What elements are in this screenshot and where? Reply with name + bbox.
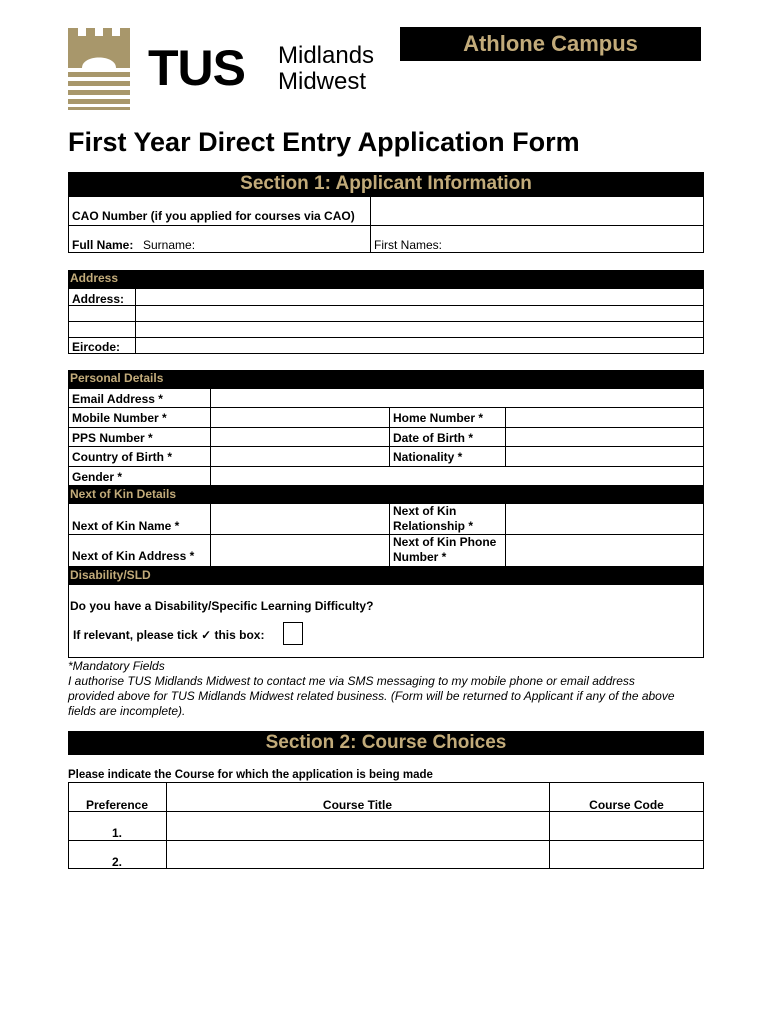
kin-phone-line1: Next of Kin Phone xyxy=(393,535,497,549)
dob-label: Date of Birth * xyxy=(393,431,474,445)
mobile-label: Mobile Number * xyxy=(72,411,167,425)
mobile-field[interactable] xyxy=(211,408,389,427)
kin-phone-line2: Number * xyxy=(393,550,447,564)
kin-relationship-field[interactable] xyxy=(506,504,703,534)
course-title-field-1[interactable] xyxy=(167,812,549,840)
cao-number-field[interactable] xyxy=(371,197,703,225)
consent-note: I authorise TUS Midlands Midwest to contact me via SMS messaging to my mobile phone or email address provided above for TUS Midlands Midwest related business. (Form will be returned to Applicant if any of the above fields are incomplete). xyxy=(68,674,675,718)
eircode-field[interactable] xyxy=(136,338,703,353)
address-line1-field[interactable] xyxy=(136,289,703,305)
kin-address-field[interactable] xyxy=(211,535,389,566)
mandatory-note: *Mandatory Fields xyxy=(68,659,165,673)
pps-field[interactable] xyxy=(211,428,389,446)
personal-header: Personal Details xyxy=(68,370,704,388)
kin-address-label: Next of Kin Address * xyxy=(72,549,195,563)
cao-label: CAO Number (if you applied for courses via CAO) xyxy=(72,209,355,223)
course-instruction: Please indicate the Course for which the application is being made xyxy=(68,769,433,781)
gender-label: Gender * xyxy=(72,470,123,484)
kin-name-field[interactable] xyxy=(211,504,389,534)
form-title: First Year Direct Entry Application Form xyxy=(68,127,580,157)
logo-sub-line2: Midwest xyxy=(278,68,367,95)
pps-label: PPS Number * xyxy=(72,431,153,445)
logo-sub-line1: Midlands xyxy=(278,42,375,69)
course-row-pref: 1. xyxy=(111,826,122,840)
fullname-label: Full Name: xyxy=(72,238,134,252)
address-header: Address xyxy=(68,270,704,288)
course-title-field-2[interactable] xyxy=(167,841,549,868)
kin-relationship-label xyxy=(393,504,473,534)
kin-relationship-line2: Relationship * xyxy=(393,519,474,533)
country-label: Country of Birth * xyxy=(72,450,172,464)
col-preference: Preference xyxy=(85,798,149,812)
disability-header: Disability/SLD xyxy=(68,567,704,584)
firstnames-label: First Names: xyxy=(374,238,443,252)
kin-header: Next of Kin Details xyxy=(68,486,704,503)
section2-title: Section 2: Course Choices xyxy=(68,731,704,755)
firstnames-field[interactable] xyxy=(440,226,703,252)
dob-field[interactable] xyxy=(506,428,703,446)
logo-main-text: TUS xyxy=(148,40,245,96)
kin-name-label: Next of Kin Name * xyxy=(72,519,180,533)
nationality-label: Nationality * xyxy=(393,450,463,464)
course-row-pref: 2. xyxy=(111,855,122,869)
address-line2-field[interactable] xyxy=(136,306,703,321)
section1-title: Section 1: Applicant Information xyxy=(68,172,704,196)
eircode-label: Eircode: xyxy=(72,340,121,354)
col-course-title: Course Title xyxy=(322,798,393,812)
campus-banner: Athlone Campus xyxy=(400,27,701,61)
home-field[interactable] xyxy=(506,408,703,427)
disability-table xyxy=(68,584,704,658)
kin-phone-field[interactable] xyxy=(506,535,703,566)
col-course-code: Course Code xyxy=(589,798,664,812)
course-code-field-1[interactable] xyxy=(550,812,703,840)
surname-label: Surname: xyxy=(143,238,196,252)
address-label: Address: xyxy=(72,292,125,306)
disability-question: Do you have a Disability/Specific Learning Difficulty? xyxy=(70,599,374,613)
home-label: Home Number * xyxy=(393,411,484,425)
kin-phone-label xyxy=(393,535,496,565)
email-field[interactable] xyxy=(211,389,703,407)
nationality-field[interactable] xyxy=(506,447,703,466)
email-label: Email Address * xyxy=(72,392,163,406)
disability-tick-label: If relevant, please tick ✓ this box: xyxy=(73,628,265,642)
address-line3-field[interactable] xyxy=(136,322,703,337)
country-field[interactable] xyxy=(211,447,389,466)
tus-logo-mark xyxy=(68,28,130,110)
course-code-field-2[interactable] xyxy=(550,841,703,868)
kin-relationship-line1: Next of Kin xyxy=(393,504,457,518)
disability-checkbox[interactable] xyxy=(283,622,303,645)
gender-field[interactable] xyxy=(211,467,703,486)
